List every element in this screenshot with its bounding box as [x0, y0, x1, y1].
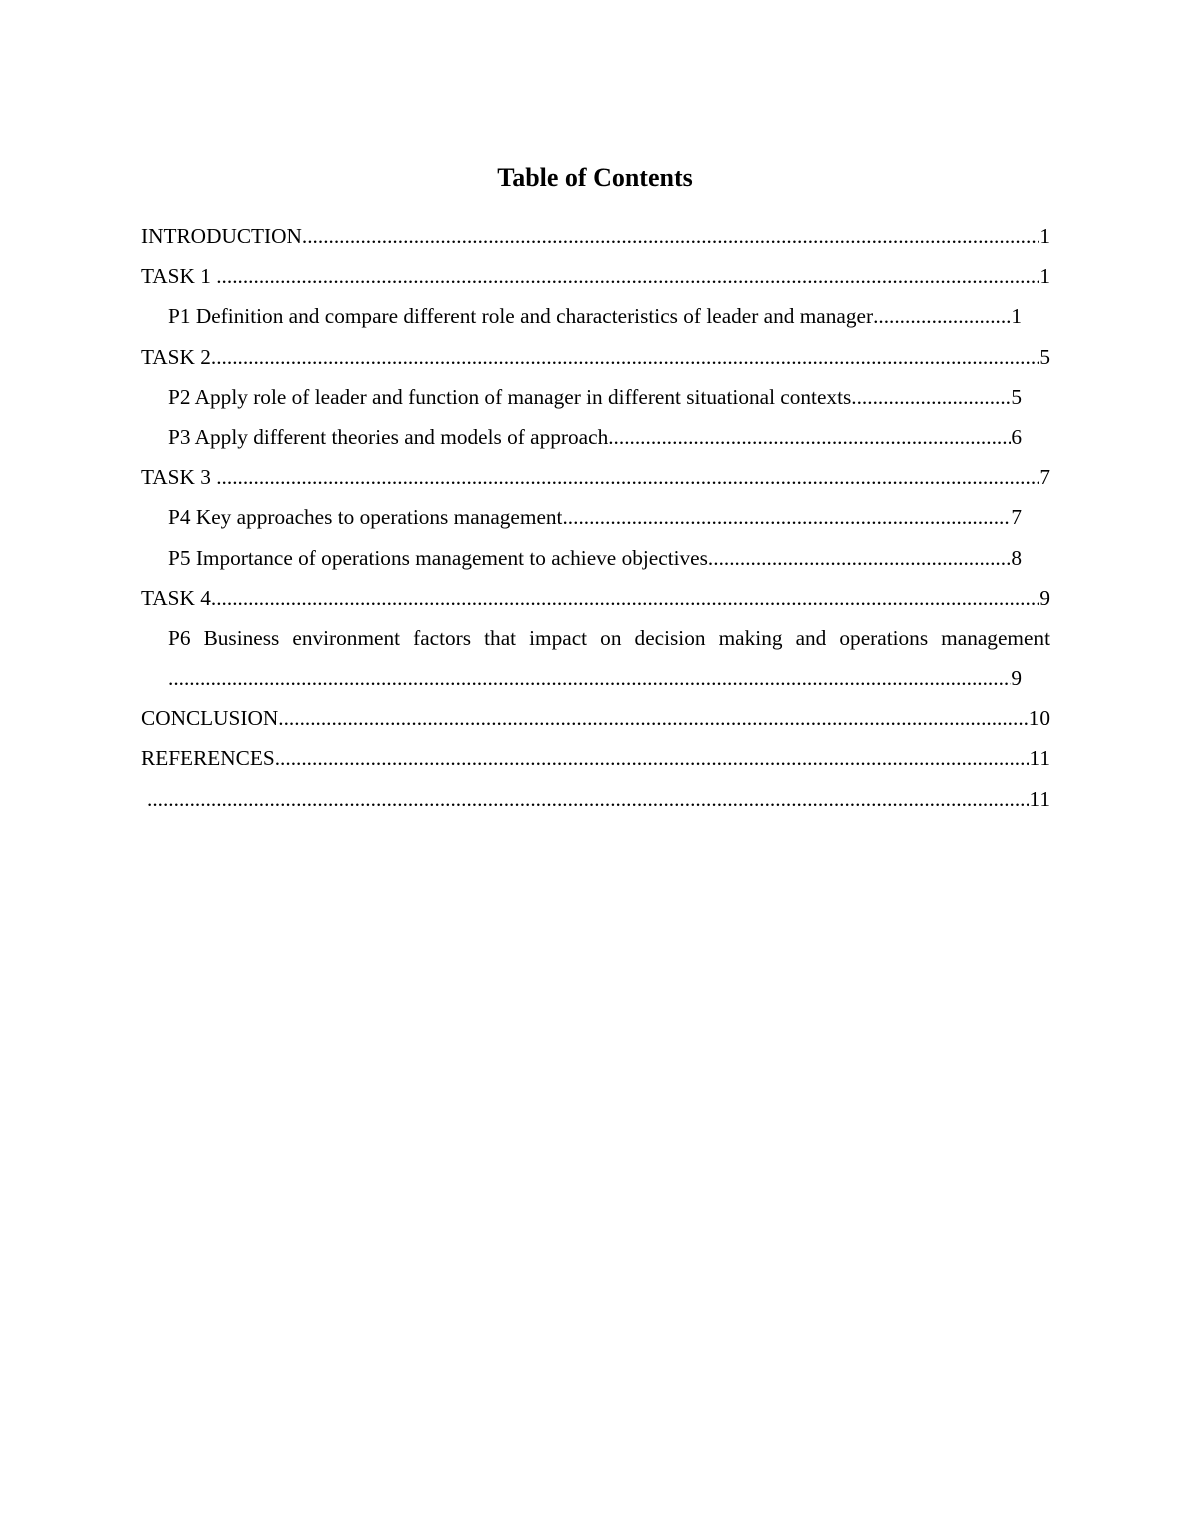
- toc-entry-unlabeled[interactable]: [141, 779, 1050, 819]
- toc-dot-leader: [147, 779, 1029, 819]
- toc-entry-task-2[interactable]: [141, 337, 1050, 377]
- toc-entry-label: REFERENCES: [141, 746, 275, 771]
- toc-entry-label: INTRODUCTION: [141, 224, 302, 248]
- toc-page-number: 1: [1039, 224, 1050, 248]
- toc-entry-label: P6 Business environment factors that impact on decision making and operations management: [168, 625, 1050, 650]
- toc-entry-label: P5 Importance of operations management to achieve objectives: [168, 545, 708, 570]
- toc-entry-p2[interactable]: [168, 377, 1022, 417]
- toc-page-number: 11: [1029, 786, 1050, 811]
- toc-dot-leader: [216, 457, 1039, 497]
- toc-page-number: 7: [1039, 465, 1050, 490]
- toc-page-number: 6: [1011, 424, 1022, 449]
- toc-page-number: 9: [1011, 666, 1022, 691]
- toc-page-number: 1: [1011, 304, 1022, 329]
- toc-entry-p5[interactable]: [168, 538, 1022, 578]
- toc-list: [141, 216, 1050, 819]
- toc-dot-leader: [562, 497, 1011, 537]
- toc-dot-leader: [216, 256, 1039, 296]
- toc-entry-task-4[interactable]: [141, 578, 1050, 618]
- toc-entry-label: P2 Apply role of leader and function of manager in different situational contexts: [168, 384, 852, 409]
- toc-entry-introduction[interactable]: [141, 216, 1050, 256]
- toc-entry-label: P3 Apply different theories and models of approach: [168, 424, 609, 449]
- toc-dot-leader: [275, 738, 1030, 778]
- toc-entry-conclusion[interactable]: [141, 698, 1050, 738]
- toc-page-number: 1: [1039, 264, 1050, 289]
- toc-entry-continuation: [168, 658, 1022, 698]
- toc-entry-task-3[interactable]: [141, 457, 1050, 497]
- toc-dot-leader: [211, 337, 1039, 377]
- toc-entry-label: TASK 4: [141, 585, 211, 610]
- toc-entry-label: P4 Key approaches to operations management: [168, 505, 563, 530]
- toc-page-number: 7: [1011, 505, 1022, 530]
- toc-dot-leader: [278, 698, 1028, 738]
- toc-entry-p6[interactable]: [168, 618, 1050, 698]
- toc-entry-p3[interactable]: [168, 417, 1022, 457]
- toc-title: Table of Contents: [497, 163, 693, 192]
- toc-entry-task-1[interactable]: [141, 256, 1050, 296]
- toc-entry-label: TASK 2: [141, 344, 211, 369]
- toc-dot-leader: [851, 377, 1011, 417]
- toc-entry-label: P1 Definition and compare different role and characteristics of leader and manager: [168, 304, 874, 329]
- toc-page-number: 8: [1011, 545, 1022, 570]
- toc-entry-label: TASK 1: [141, 264, 217, 289]
- toc-dot-leader: [168, 658, 1011, 698]
- toc-dot-leader: [211, 578, 1039, 618]
- toc-entry-label: CONCLUSION: [141, 706, 279, 731]
- toc-entry-p4[interactable]: [168, 497, 1022, 537]
- toc-page-number: 11: [1029, 746, 1050, 771]
- toc-page-number: 5: [1039, 344, 1050, 369]
- toc-dot-leader: [608, 417, 1011, 457]
- toc-page-number: 9: [1039, 585, 1050, 610]
- toc-dot-leader: [873, 296, 1011, 336]
- toc-entry-references[interactable]: [141, 738, 1050, 778]
- toc-page-number: 10: [1028, 706, 1050, 731]
- toc-entry-label: TASK 3: [141, 465, 217, 490]
- toc-entry-p1[interactable]: [168, 296, 1022, 336]
- toc-dot-leader: [302, 216, 1039, 256]
- toc-page-number: 5: [1011, 384, 1022, 409]
- toc-dot-leader: [708, 538, 1011, 578]
